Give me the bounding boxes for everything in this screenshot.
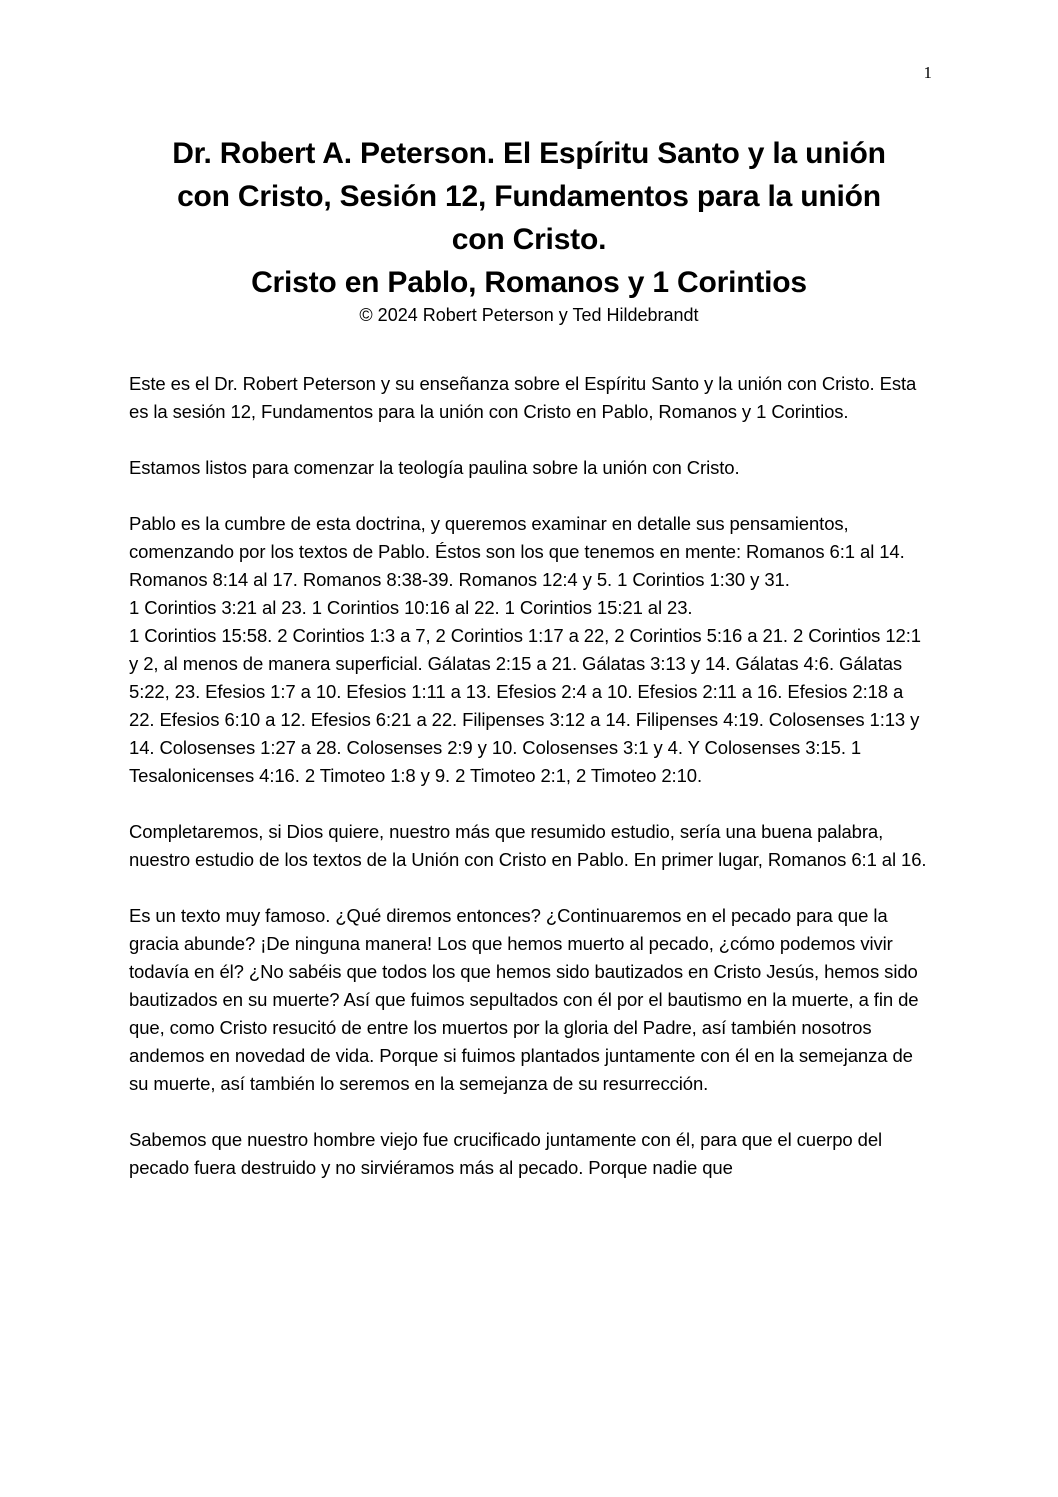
paragraph-intro: Este es el Dr. Robert Peterson y su enseñanza sobre el Espíritu Santo y la unión con Cristo. Esta es la sesión 12, Fundamentos para la unión con Cristo en Pablo, Romanos y 1 Corintios. [129, 373, 917, 422]
title-line-1: Dr. Robert A. Peterson. El Espíritu Santo y la unión [172, 137, 886, 170]
paragraph-corinthians-list: 1 Corintios 3:21 al 23. 1 Corintios 10:16 al 22. 1 Corintios 15:21 al 23. [129, 597, 693, 618]
paragraph-texts-intro: Pablo es la cumbre de esta doctrina, y queremos examinar en detalle sus pensamientos, comenzando por los textos de Pablo. Éstos son los que tenemos en mente: Romanos 6:1 al 14. [129, 513, 905, 562]
title-line-4: Cristo en Pablo, Romanos y 1 Corintios [251, 266, 807, 299]
document-title [110, 132, 948, 304]
paragraph-famous-text: Es un texto muy famoso. ¿Qué diremos entonces? ¿Continuaremos en el pecado para que la gracia abunde? ¡De ninguna manera! Los que hemos muerto al pecado, ¿cómo podemos vivir todavía en él? ¿No sabéis que todos los que hemos sido bautizados en Cristo Jesús, hemos sido bautizados en su muerte? Así que fuimos sepultados con él por el bautismo en la muerte, a fin de que, como Cristo resucitó de entre los muertos por la gloria del Padre, así también nosotros andemos en novedad de vida. Porque si fuimos plantados juntamente con él en la semejanza de su muerte, así también lo seremos en la semejanza de su resurrección. [129, 905, 919, 1094]
paragraph-old-man: Sabemos que nuestro hombre viejo fue crucificado juntamente con él, para que el cuerpo del pecado fuera destruido y no sirviéramos más al pecado. Porque nadie que [129, 1129, 883, 1178]
paragraph-ready: Estamos listos para comenzar la teología paulina sobre la unión con Cristo. [129, 457, 740, 478]
title-line-3: con Cristo. [451, 223, 607, 256]
paragraph-romans-6: Completaremos, si Dios quiere, nuestro más que resumido estudio, sería una buena palabra, nuestro estudio de los textos de la Unión con Cristo en Pablo. En primer lugar, Romanos 6:1 al 16. [129, 821, 927, 870]
paragraph-romans-list: Romanos 8:14 al 17. Romanos 8:38-39. Romanos 12:4 y 5. 1 Corintios 1:30 y 31. [129, 569, 790, 590]
paragraph-references-list: 1 Corintios 15:58. 2 Corintios 1:3 a 7, 2 Corintios 1:17 a 22, 2 Corintios 5:16 a 21. 2 Corintios 12:1 y 2, al menos de manera superficial. Gálatas 2:15 a 21. Gálatas 3:13 y 14. Gálatas 4:6. Gálatas 5:22, 23. Efesios 1:7 a 10. Efesios 1:11 a 13. Efesios 2:4 a 10. Efesios 2:11 a 16. Efesios 2:18 a 22. Efesios 6:10 a 12. Efesios 6:21 a 22. Filipenses 3:12 a 14. Filipenses 4:19. Colosenses 1:13 y 14. Colosenses 1:27 a 28. Colosenses 2:9 y 10. Colosenses 3:1 y 4. Y Colosenses 3:15. 1 Tesalonicenses 4:16. 2 Timoteo 1:8 y 9. 2 Timoteo 2:1, 2 Timoteo 2:10. [129, 625, 921, 786]
copyright-notice: © 2024 Robert Peterson y Ted Hildebrandt [359, 305, 699, 325]
title-line-2: con Cristo, Sesión 12, Fundamentos para la unión [177, 180, 881, 213]
document-header [110, 132, 948, 326]
document-body [129, 370, 929, 1182]
page-number: 1 [923, 63, 932, 82]
